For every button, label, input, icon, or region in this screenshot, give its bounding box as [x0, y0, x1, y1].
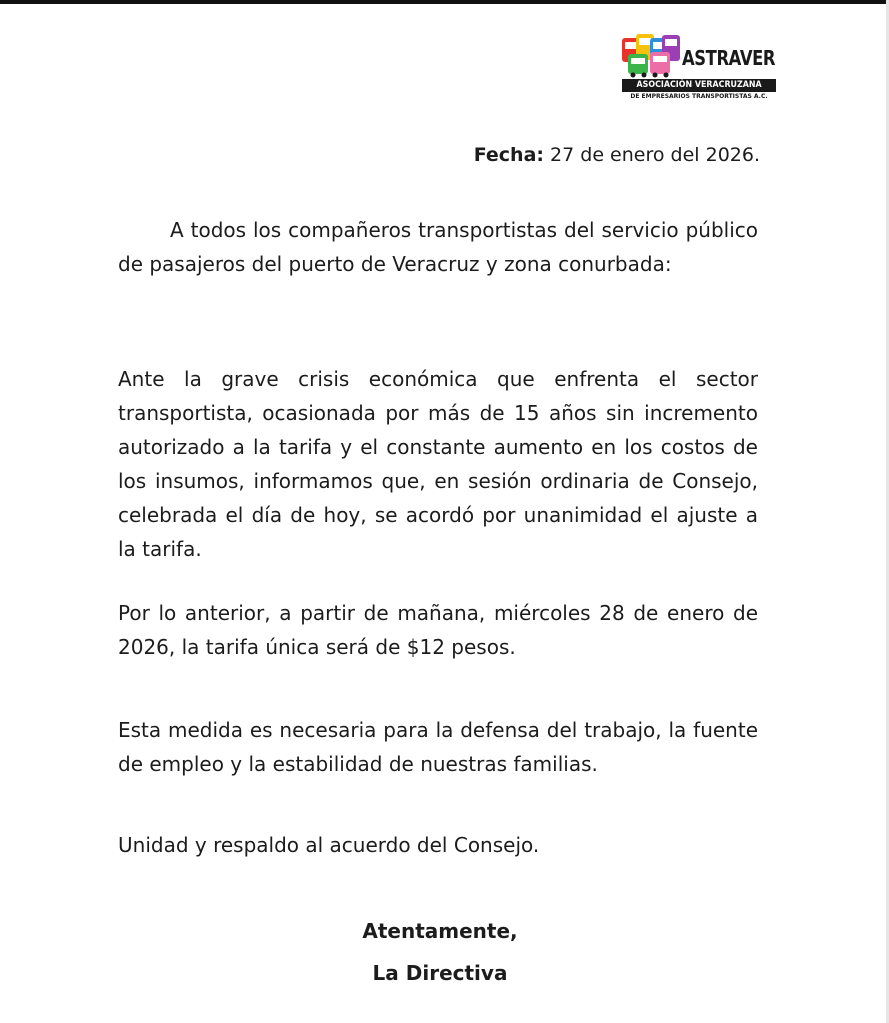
bus-icon	[620, 32, 682, 78]
logo-band-text: ASOCIACIÓN VERACRUZANA	[636, 80, 762, 90]
closing-signature: La Directiva	[372, 961, 508, 985]
unity-paragraph: Unidad y respaldo al acuerdo del Consejo.	[118, 833, 540, 857]
logo-subtitle: DE EMPRESARIOS TRANSPORTISTAS A.C.	[630, 93, 768, 100]
measure-paragraph: Esta medida es necesaria para la defensa del trabajo, la fuente de empleo y la estabilidad de nuestras familias.	[118, 718, 758, 776]
closing-salutation: Atentamente,	[362, 919, 518, 943]
logo-band	[622, 79, 776, 92]
crisis-paragraph: Ante la grave crisis económica que enfrenta el sector transportista, ocasionada por más de 15 años sin incremento autorizado a la tarifa y el constante aumento en los costos de los insumos, informamos que, en sesión ordinaria de Consejo, celebrada el día de hoy, se acordó por unanimidad el ajuste a la tarifa.	[118, 367, 758, 561]
date-line	[474, 143, 760, 167]
date-label: Fecha:	[473, 144, 544, 166]
top-border	[0, 0, 889, 4]
date-value: 27 de enero del 2026.	[550, 144, 760, 166]
logo-wordmark: ASTRAVER	[682, 46, 776, 70]
greeting-paragraph: A todos los compañeros transportistas del servicio público de pasajeros del puerto de Veracruz y zona conurbada:	[118, 218, 758, 276]
fare-paragraph: Por lo anterior, a partir de mañana, miércoles 28 de enero de 2026, la tarifa única será de $12 pesos.	[118, 601, 758, 659]
astraver-logo	[620, 32, 780, 102]
